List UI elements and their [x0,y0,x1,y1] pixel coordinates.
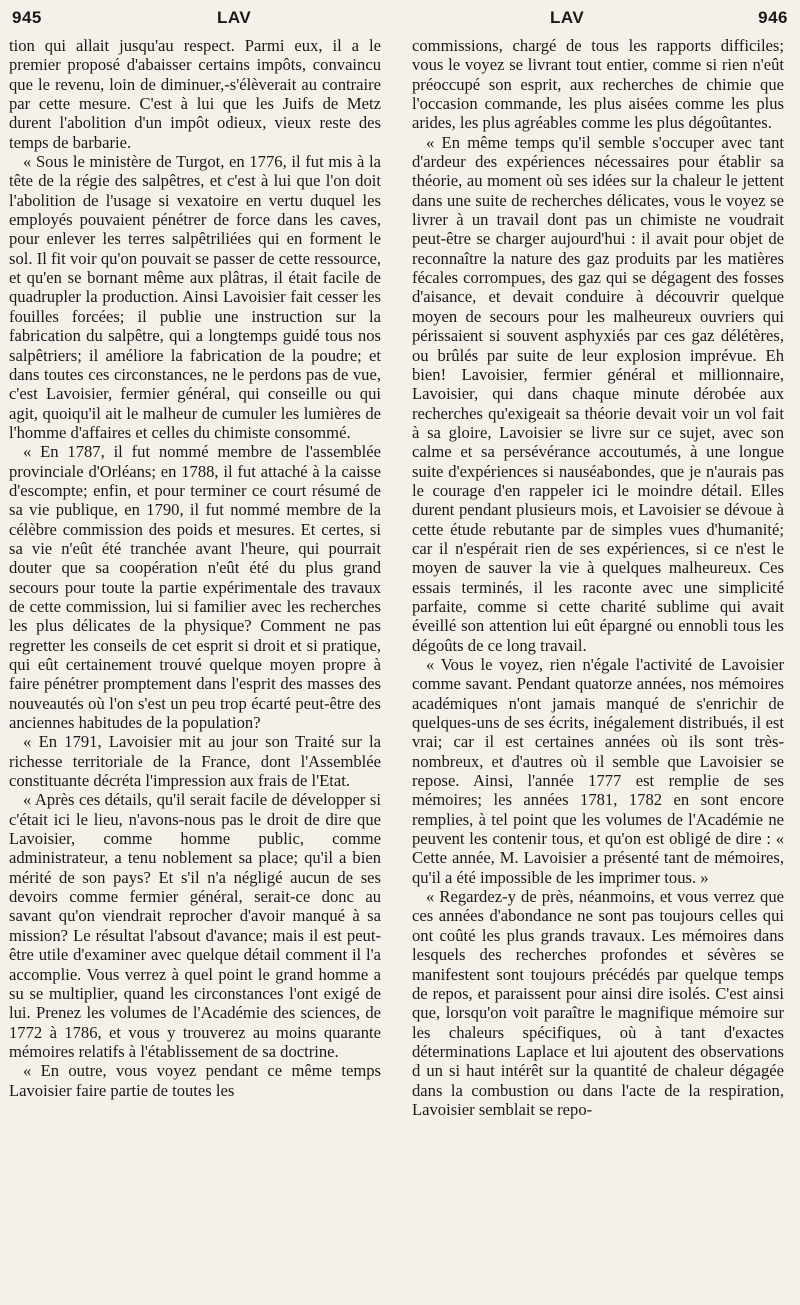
paragraph: « En outre, vous voyez pendant ce même temps Lavoisier faire partie de toutes les [9,1061,381,1100]
paragraph: « Sous le ministère de Turgot, en 1776, il fut mis à la tête de la régie des salpêtres, et c'est à lui que l'on doit l'abolition de l'usage si vexatoire en vertu duquel les employés pouvaient pénétrer de force dans les caves, pour enlever les terres salpêtriliées qui en forment le sol. Il fit voir qu'on pouvait se passer de cette ressource, et qu'en se bornant même aux plâtras, il était facile de quadrupler la production. Ainsi Lavoisier fait cesser les fouilles forcées; il publie une instruction sur la fabrication du salpêtre, qui a longtemps guidé tous nos salpêtriers; il améliore la fabrication de la poudre; et dans toutes ces circonstances, ne le perdons pas de vue, c'est Lavoisier, fermier général, qui conseille ou qui agit, quoiqu'il ait le malheur de cumuler les lumières de l'homme d'affaires et celles du chimiste consommé. [9,152,381,442]
page-header [12,8,788,32]
paragraph: commissions, chargé de tous les rapports difficiles; vous le voyez se livrant tout entier, comme si rien n'eût préoccupé son esprit, aux recherches de chimie que l'occasion commande, les plus aisées comme les plus arides, les plus agréables comme les plus dégoûtantes. [412,36,784,133]
paragraph: « Regardez-y de près, néanmoins, et vous verrez que ces années d'abondance ne sont pas toujours celles qui ont coûté les plus grands travaux. Les mémoires dans lesquels des recherches profondes et sévères se manifestent sont toujours précédés par quelque temps de repos, et paraissent pour ainsi dire isolés. C'est ainsi que, lorsqu'on voit paraître le magnifique mémoire sur les chaleurs spécifiques, où à tant d'exactes déterminations Laplace et lui ajoutent des observations d un si haut intérêt sur la quantité de chaleur dégagée dans la combustion ou dans l'acte de la respiration, Lavoisier semblait se repo- [412,887,784,1119]
right-page-number: 946 [758,8,788,27]
left-column [9,36,381,1100]
paragraph: tion qui allait jusqu'au respect. Parmi eux, il a le premier proposé d'abaisser certains impôts, convaincu que le revenu, loin de diminuer,-s'élèverait au contraire par cette mesure. C'est à lui que les Juifs de Metz durent l'abolition d'un impôt odieux, vieux reste des temps de barbarie. [9,36,381,152]
paragraph: « En même temps qu'il semble s'occuper avec tant d'ardeur des expériences nécessaires pour établir sa théorie, au moment où ses idées sur la chaleur le jettent dans une suite de recherches délicates, vous le voyez se livrer à un travail dont pas un chimiste ne voudrait peut-être se charger aujourd'hui : il avait pour objet de reconnaître la nature des gaz produits par les matières fécales corrompues, des gaz qui se dégagent des fosses d'aisance, et devait conduire à découvrir quelque moyen de secours pour les malheureux ouvriers qui périssaient si souvent asphyxiés par ces gaz délétères, ou brûlés par suite de leur explosion imprévue. Eh bien! Lavoisier, fermier général et millionnaire, Lavoisier, qui dans chaque minute dérobée aux recherches qu'exigeait sa théorie devait voir un vol fait à sa gloire, Lavoisier se livre sur ce sujet, avec son calme et sa persévérance accoutumés, à une longue suite d'expériences si nauséabondes, que je n'aurais pas le courage d'en rappeler ici le moindre détail. Elles durent pendant plusieurs mois, et Lavoisier se dévoue à cette étude rebutante par de simples vues d'humanité; car il n'espérait rien de ses expériences, si ce n'est le moyen de sauver la vie à quelques malheureux. Ces essais terminés, il les raconte avec une simplicité parfaite, comme si cette charité sublime qui avait éveillé son attention lui eût épargné ou ennobli tous les dégoûts de ce long travail. [412,132,784,655]
left-page-number: 945 [12,8,42,27]
paragraph: « Vous le voyez, rien n'égale l'activité de Lavoisier comme savant. Pendant quatorze années, nos mémoires académiques n'ont jamais manqué de s'enrichir de quelques-uns de ses écrits, inégalement distribués, il est vrai; car il est certaines années où ils sont très-nombreux, et d'autres où il semble que Lavoisier se repose. Ainsi, l'année 1777 est remplie de ses mémoires; les années 1781, 1782 en sont encore remplies, à tel point que les volumes de l'Académie ne peuvent les contenir tous, et qu'on est obligé de dire : « Cette année, M. Lavoisier a présenté tant de mémoires, qu'il a été impossible de les imprimer tous. » [412,655,784,887]
right-running-head: LAV [550,8,585,27]
paragraph: « En 1791, Lavoisier mit au jour son Traité sur la richesse territoriale de la France, dont l'Assemblée constituante décréta l'impression aux frais de l'Etat. [9,732,381,791]
paragraph: « En 1787, il fut nommé membre de l'assemblée provinciale d'Orléans; en 1788, il fut attaché à la caisse d'escompte; enfin, et pour terminer ce court résumé de sa vie publique, en 1790, il fut nommé membre de la célèbre commission des poids et mesures. Et certes, si sa vie n'eût été tranchée avant l'heure, qui pourrait douter que sa coopération n'eût été du plus grand secours pour toute la partie expérimentale des travaux de cette commission, lui si familier avec les recherches les plus délicates de la physique? Comment ne pas regretter les conseils de cet esprit si droit et si pratique, qui eût certainement trouvé quelque moyen propre à faire pénétrer promptement dans l'esprit des masses des nouveautés où l'on s'est un peu trop écarté peut-être des anciennes habitudes de la population? [9,442,381,733]
left-running-head: LAV [217,8,252,27]
paragraph: « Après ces détails, qu'il serait facile de développer si c'était ici le lieu, n'avons-nous pas le droit de dire que Lavoisier, comme homme public, comme administrateur, a tenu noblement sa place; qu'il a bien mérité de son pays? Et s'il n'a négligé aucun de ses devoirs comme fermier général, serait-ce donc au savant qu'on viendrait reprocher d'avoir manqué à sa mission? Le résultat l'absout d'avance; mais il est peut-être utile d'examiner avec quelque détail comment il l'a accomplie. Vous verrez à quel point le grand homme a su se multiplier, quand les circonstances l'ont exigé de lui. Prenez les volumes de l'Académie des sciences, de 1772 à 1786, et vous y trouverez au moins quarante mémoires relatifs à l'établissement de sa doctrine. [9,790,381,1061]
right-column [412,36,784,1119]
